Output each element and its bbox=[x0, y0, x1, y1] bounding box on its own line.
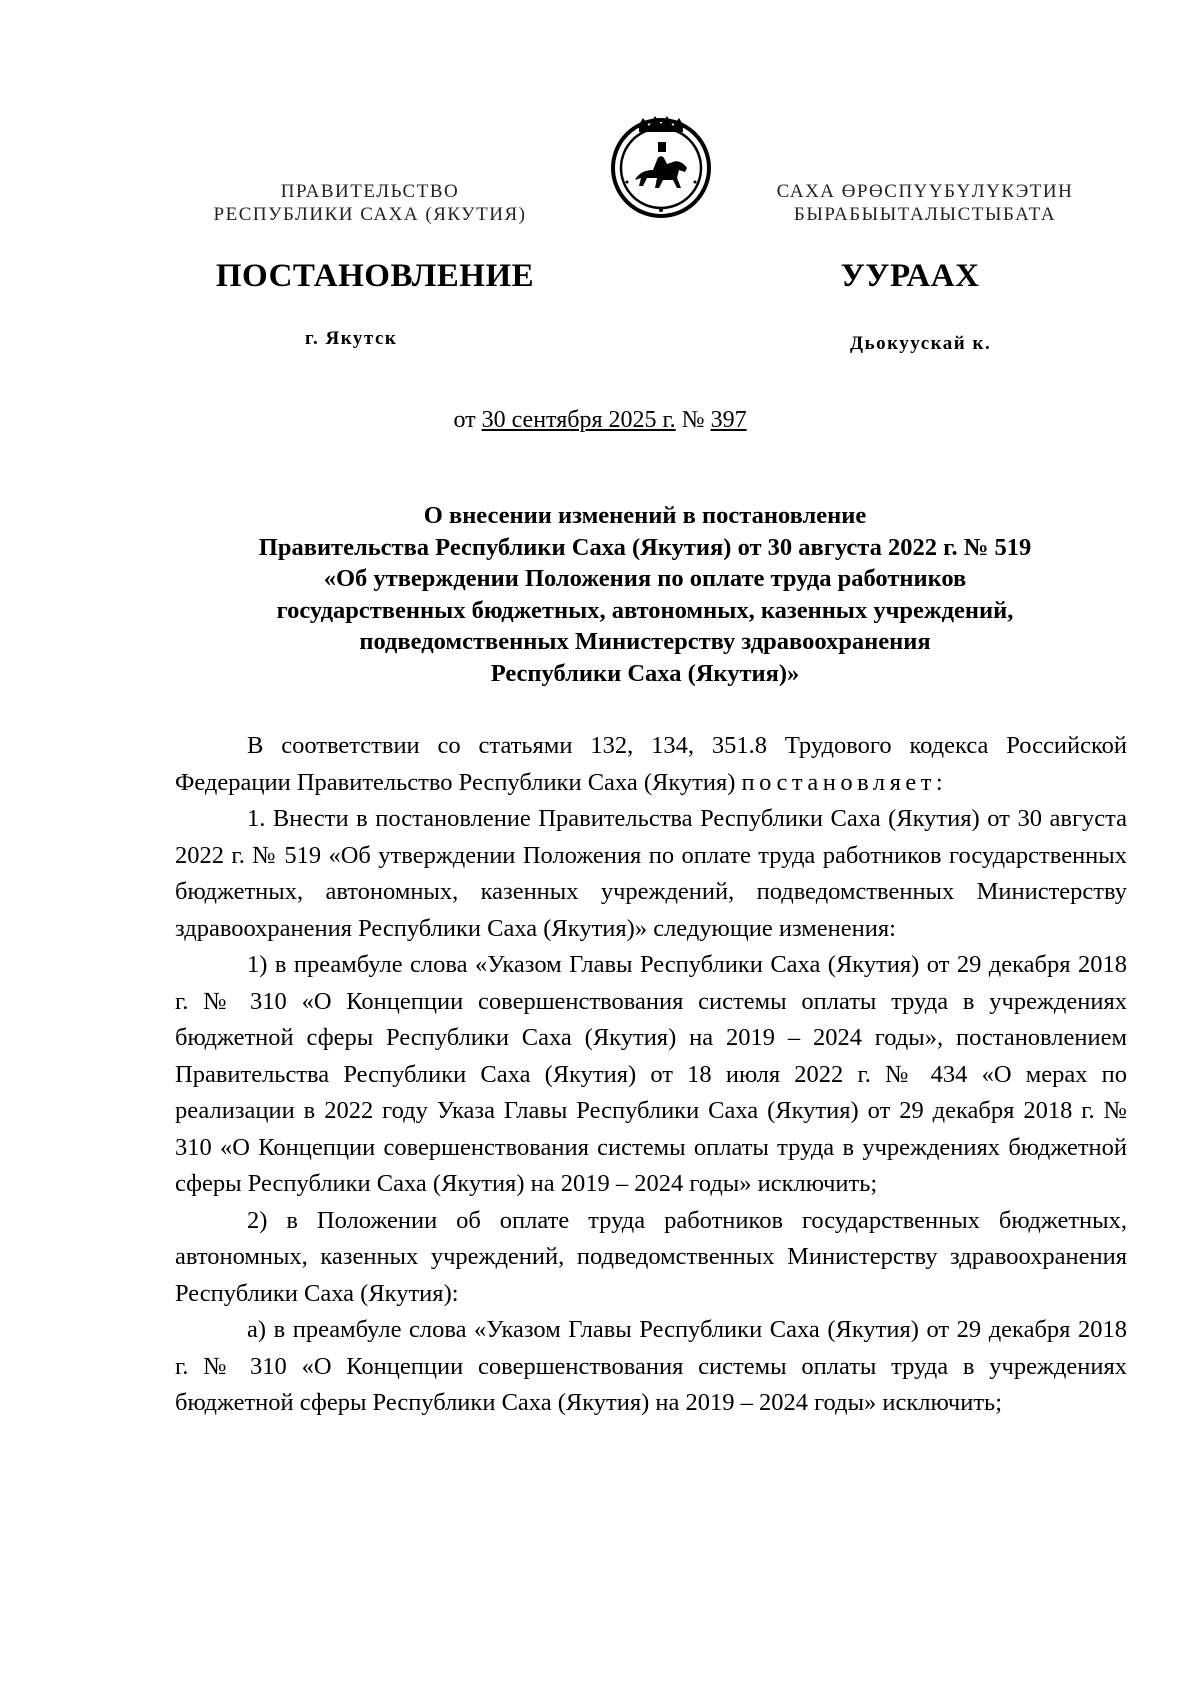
republic-coat-of-arms-icon bbox=[607, 112, 715, 220]
document-date-line bbox=[0, 407, 1200, 434]
subject-line: государственных бюджетных, автономных, казенных учреждений, bbox=[276, 596, 1014, 624]
body-paragraph-1-2: 2) в Положении об оплате труда работников государственных бюджетных, автономных, казенных учреждений, подведомственных Министерству здравоохранения Республики Саха (Якутия): bbox=[175, 1206, 1127, 1307]
subject-line: «Об утверждении Положения по оплате труда работников bbox=[323, 565, 967, 592]
city-sah: Дьокуускай к. bbox=[850, 333, 992, 354]
document-type-sah: УУРААХ bbox=[840, 258, 980, 294]
document-date: 30 сентября 2025 г. bbox=[481, 407, 676, 433]
decree-word: постановляет: bbox=[741, 768, 948, 796]
number-prefix: № bbox=[675, 407, 711, 433]
government-name-ru bbox=[170, 180, 570, 226]
document-body bbox=[175, 728, 1127, 1422]
subject-line: Республики Саха (Якутия)» bbox=[490, 659, 800, 687]
subject-line: О внесении изменений в постановление bbox=[423, 502, 867, 529]
subject-line: Правительства Республики Саха (Якутия) от 30 августа 2022 г. № 519 bbox=[258, 533, 1032, 561]
subject-line: подведомственных Министерству здравоохранения bbox=[359, 628, 931, 655]
government-name-ru-line2: РЕСПУБЛИКИ САХА (ЯКУТИЯ) bbox=[213, 204, 527, 225]
body-paragraph-1: 1. Внести в постановление Правительства Республики Саха (Якутия) от 30 августа 2022 г. № 519 «Об утверждении Положения по оплате труда работников государственных бюджетных, автономных, казенных учреждений, подведомственных Министерству здравоохранения Республики Саха (Якутия)» следующие изменения: bbox=[175, 805, 1127, 942]
document-subject bbox=[160, 500, 1130, 689]
government-name-sah bbox=[735, 180, 1115, 226]
body-intro-paragraph bbox=[175, 728, 1127, 801]
date-prefix: от bbox=[453, 407, 482, 433]
document-type-ru: ПОСТАНОВЛЕНИЕ bbox=[215, 258, 535, 294]
document-number: 397 bbox=[710, 407, 747, 433]
city-ru: г. Якутск bbox=[305, 328, 398, 349]
body-paragraph-1-1: 1) в преамбуле слова «Указом Главы Республики Саха (Якутия) от 29 декабря 2018 г. № 310 «О Концепции совершенствования системы оплаты труда в учреждениях бюджетной сферы Республики Саха (Якутия) на 2019 – 2024 годы», постановлением Правительства Республики Саха (Якутия) от 18 июля 2022 г. № 434 «О мерах по реализации в 2022 году Указа Главы Республики Саха (Якутия) от 29 декабря 2018 г. № 310 «О Концепции совершенствования системы оплаты труда в учреждениях бюджетной сферы Республики Саха (Якутия) на 2019 – 2024 годы» исключить; bbox=[175, 951, 1127, 1197]
government-name-sah-line1: САХА ӨРӨСПҮҮБҮЛҮКЭТИН bbox=[776, 181, 1074, 202]
body-intro: В соответствии со статьями 132, 134, 351.8 Трудового кодекса Российской Федерации Правительство Республики Саха (Якутия) bbox=[175, 732, 1127, 796]
government-name-ru-line1: ПРАВИТЕЛЬСТВО bbox=[280, 181, 460, 202]
government-name-sah-line2: БЫРАБЫЫТАЛЫСТЫБАТА bbox=[793, 204, 1057, 225]
body-paragraph-1-2-a: а) в преамбуле слова «Указом Главы Республики Саха (Якутия) от 29 декабря 2018 г. № 310 «О Концепции совершенствования системы оплаты труда в учреждениях бюджетной сферы Республики Саха (Якутия) на 2019 – 2024 годы» исключить; bbox=[175, 1316, 1127, 1416]
